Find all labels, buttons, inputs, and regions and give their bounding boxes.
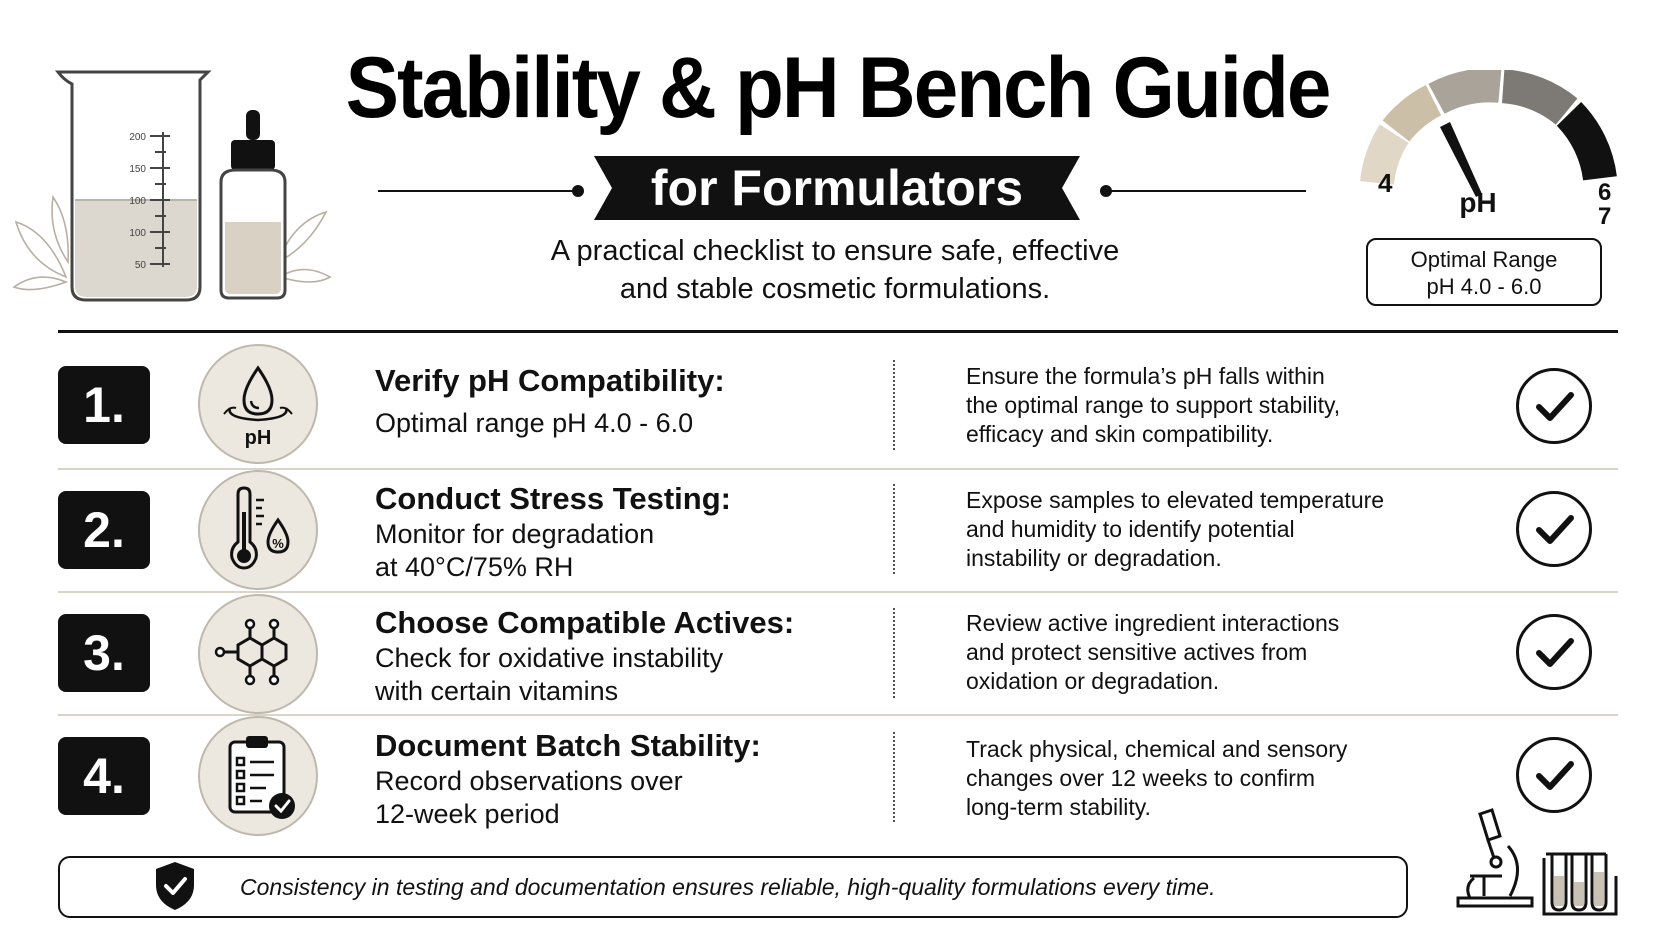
step-3-checkbox[interactable]: [1516, 614, 1592, 690]
step-3-divider: [893, 608, 895, 698]
step-1-checkbox[interactable]: [1516, 368, 1592, 444]
step-2-description-line: Expose samples to elevated temperature: [966, 487, 1385, 513]
step-1-subtitle: [375, 407, 835, 440]
step-4-description-line: long-term stability.: [966, 794, 1151, 820]
leaf-left-icon: [14, 197, 68, 290]
step-4-description-line: Track physical, chemical and sensory: [966, 736, 1348, 762]
step-1-description-line: the optimal range to support stability,: [966, 392, 1341, 418]
step-4-subtitle-line: Record observations over: [375, 766, 683, 796]
step-4-title: Document Batch Stability:: [375, 728, 761, 763]
step-1-description-line: Ensure the formula’s pH falls within: [966, 363, 1325, 389]
shield-check-icon: [152, 858, 198, 914]
step-2-number: 2.: [58, 491, 150, 569]
step-2-icon-circle: [198, 470, 318, 590]
step-3-description-line: oxidation or degradation.: [966, 668, 1220, 694]
page-title: Stability & pH Bench Guide: [345, 39, 1330, 136]
gauge-unit-label: pH: [1459, 187, 1497, 218]
gauge-segment-2: [1396, 100, 1434, 131]
step-3-description-line: and protect sensitive actives from: [966, 639, 1308, 665]
gauge-min-label: 4: [1378, 168, 1393, 198]
step-3-subtitle: [375, 642, 835, 708]
microscope-icon: [1458, 810, 1532, 906]
step-1-subtitle-line: Optimal range pH 4.0 - 6.0: [375, 408, 694, 438]
beaker-scale-50: 50: [134, 260, 146, 271]
step-2-subtitle-line: at 40°C/75% RH: [375, 552, 574, 582]
step-2-divider: [893, 484, 895, 574]
ph-gauge: [1360, 70, 1620, 240]
step-2-description-line: and humidity to identify potential: [966, 516, 1295, 542]
tagline: [470, 232, 1200, 308]
gauge-max-label-7: 7: [1598, 203, 1612, 230]
step-1-divider: [893, 360, 895, 450]
step-4-number: 4.: [58, 737, 150, 815]
step-3-subtitle-line: with certain vitamins: [375, 676, 619, 706]
gauge-segment-3: [1437, 85, 1500, 98]
step-3-title: Choose Compatible Actives:: [375, 605, 795, 640]
subtitle-rule-left: [378, 190, 574, 192]
row-separator-3: [58, 714, 1618, 716]
step-3-description-line: Review active ingredient interactions: [966, 610, 1340, 636]
beaker-scale-150: 150: [129, 164, 146, 175]
molecule-icon: [200, 596, 316, 712]
step-4-divider: [893, 732, 895, 822]
subtitle-rule-right: [1110, 190, 1306, 192]
step-2-description-line: instability or degradation.: [966, 545, 1222, 571]
step-3-number: 3.: [58, 614, 150, 692]
step-2-subtitle: [375, 518, 835, 584]
beaker-scale-200: 200: [129, 132, 146, 143]
step-3-icon-circle: [198, 594, 318, 714]
step-4-description-line: changes over 12 weeks to confirm: [966, 765, 1316, 791]
checkmark-icon: [1519, 740, 1589, 810]
thermometer-humidity-icon: [200, 472, 316, 588]
gauge-segment-4: [1503, 86, 1566, 111]
checkmark-icon: [1519, 371, 1589, 441]
step-2-description: [966, 486, 1436, 573]
step-1-number: 1.: [58, 366, 150, 444]
humidity-percent-text: %: [272, 536, 284, 551]
step-4-checkbox[interactable]: [1516, 737, 1592, 813]
tagline-line-1: A practical checklist to ensure safe, effective: [550, 235, 1120, 267]
page-subtitle: for Formulators: [650, 160, 1024, 216]
step-2-checkbox[interactable]: [1516, 491, 1592, 567]
header-divider: [58, 330, 1618, 333]
step-3-subtitle-line: Check for oxidative instability: [375, 643, 724, 673]
beaker-scale-100a: 100: [129, 196, 146, 207]
step-4-subtitle: [375, 765, 835, 831]
row-separator-2: [58, 591, 1618, 593]
step-4-subtitle-line: 12-week period: [375, 799, 560, 829]
tagline-line-2: and stable cosmetic formulations.: [619, 273, 1051, 305]
step-1-title: Verify pH Compatibility:: [375, 363, 725, 398]
step-2-title: Conduct Stress Testing:: [375, 481, 731, 516]
step-3-description: [966, 609, 1436, 696]
row-separator-1: [58, 468, 1618, 470]
gauge-max-label-6: 6: [1598, 179, 1612, 206]
step-1-description-line: efficacy and skin compatibility.: [966, 421, 1274, 447]
checkmark-icon: [1519, 494, 1589, 564]
gauge-segment-5: [1569, 114, 1600, 178]
step-2-subtitle-line: Monitor for degradation: [375, 519, 655, 549]
dropper-bottle-icon: [221, 110, 285, 298]
clipboard-check-icon: [200, 718, 316, 834]
optimal-range-value: pH 4.0 - 6.0: [1426, 274, 1542, 299]
optimal-range-box: [1366, 238, 1602, 306]
checkmark-icon: [1519, 617, 1589, 687]
step-1-description: [966, 362, 1436, 449]
step-1-icon-circle: [198, 344, 318, 464]
footer-note-text: Consistency in testing and documentation ensures reliable, high-quality formulations every time.: [240, 874, 1216, 900]
optimal-range-title: Optimal Range: [1410, 247, 1558, 272]
ph-drop-icon-text: pH: [244, 427, 272, 449]
step-4-description: [966, 735, 1436, 822]
step-4-icon-circle: [198, 716, 318, 836]
ph-drop-icon: [200, 346, 316, 462]
beaker-dropper-illustration: [8, 62, 338, 312]
lab-equipment-illustration: [1440, 806, 1620, 918]
subtitle-rule-left-dot: [572, 185, 584, 197]
gauge-needle-icon: [1440, 122, 1482, 197]
beaker-scale-100b: 100: [129, 228, 146, 239]
